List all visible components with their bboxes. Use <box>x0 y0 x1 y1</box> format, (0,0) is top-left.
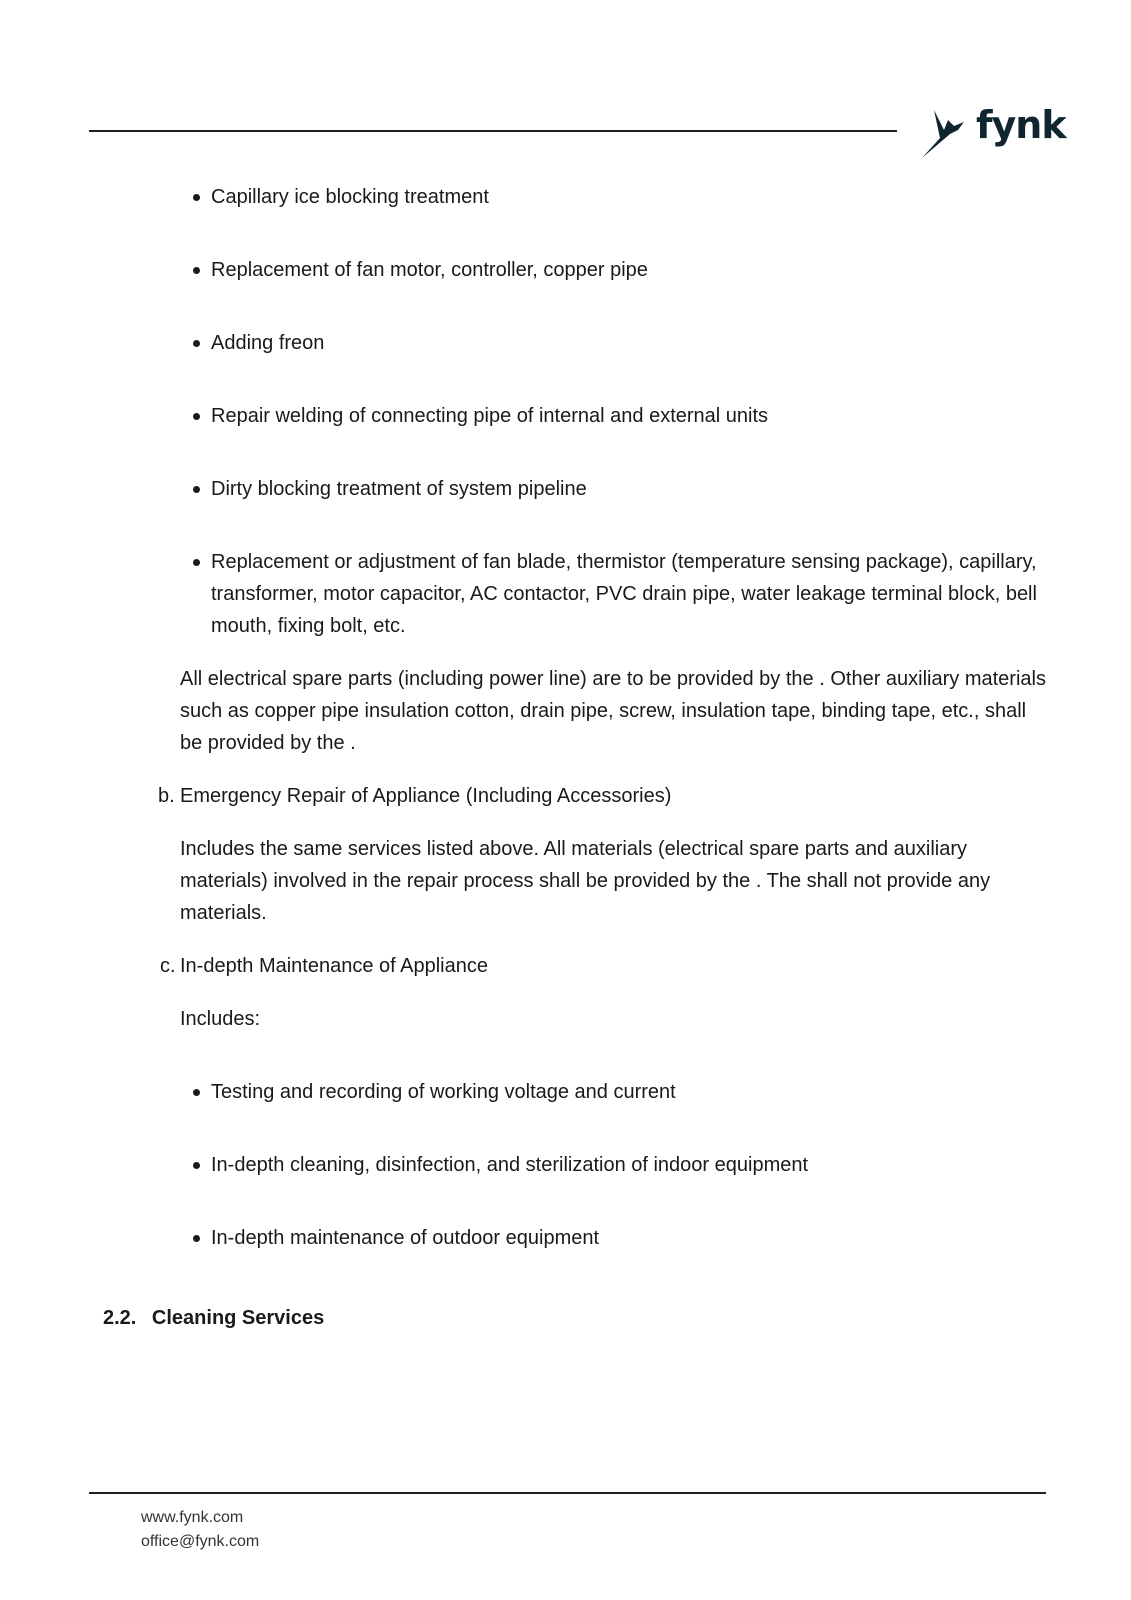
bird-icon <box>920 104 972 160</box>
item-b-description: Includes the same services listed above. All materials (electrical spare parts and auxiliary materials) involved in the repair process shall be provided by the . The shall not provide any materials. <box>180 838 991 924</box>
list-item: Replacement of fan motor, controller, copper pipe <box>190 254 1040 286</box>
list-item: Testing and recording of working voltage and current <box>190 1076 1040 1108</box>
footer <box>141 1506 259 1554</box>
bullet-icon <box>193 413 200 420</box>
bullet-icon <box>193 559 200 566</box>
list-marker: b. <box>158 785 175 807</box>
bullet-icon <box>193 1089 200 1096</box>
section-number: 2.2. <box>103 1307 137 1329</box>
list-marker: c. <box>160 955 176 977</box>
list-item: In-depth cleaning, disinfection, and sterilization of indoor equipment <box>190 1149 1040 1181</box>
footer-divider <box>89 1492 1046 1494</box>
bullet-icon <box>193 340 200 347</box>
list-item-c <box>150 950 1050 982</box>
logo-text: fynk <box>976 103 1066 147</box>
bullet-icon <box>193 486 200 493</box>
list-item: Capillary ice blocking treatment <box>190 181 1040 213</box>
item-c-intro: Includes: <box>180 1008 261 1030</box>
list-item: Replacement or adjustment of fan blade, thermistor (temperature sensing package), capillary, transformer, motor capacitor, AC contactor, PVC drain pipe, water leakage terminal block, bell mouth, fixing bolt, etc. <box>190 546 1040 642</box>
bullet-icon <box>193 194 200 201</box>
bullet-icon <box>193 1162 200 1169</box>
list-item: Adding freon <box>190 327 1040 359</box>
fynk-logo <box>920 103 1066 160</box>
list-item: In-depth maintenance of outdoor equipment <box>190 1222 1040 1254</box>
section-heading <box>103 1302 324 1334</box>
item-b-title: Emergency Repair of Appliance (Including Accessories) <box>180 785 672 807</box>
footer-website[interactable]: www.fynk.com <box>141 1509 244 1526</box>
materials-paragraph: All electrical spare parts (including power line) are to be provided by the . Other auxiliary materials such as copper pipe insulation cotton, drain pipe, screw, insulation tape, binding tape, etc., shall be provided by the . <box>180 668 1046 754</box>
section-title: Cleaning Services <box>151 1307 325 1329</box>
header-divider <box>89 130 897 132</box>
footer-email[interactable]: office@fynk.com <box>141 1533 260 1550</box>
bullet-icon <box>193 267 200 274</box>
list-item: Dirty blocking treatment of system pipeline <box>190 473 1040 505</box>
list-item: Repair welding of connecting pipe of internal and external units <box>190 400 1040 432</box>
list-item-b <box>150 780 1050 812</box>
bullet-icon <box>193 1235 200 1242</box>
item-c-title: In-depth Maintenance of Appliance <box>180 955 488 977</box>
